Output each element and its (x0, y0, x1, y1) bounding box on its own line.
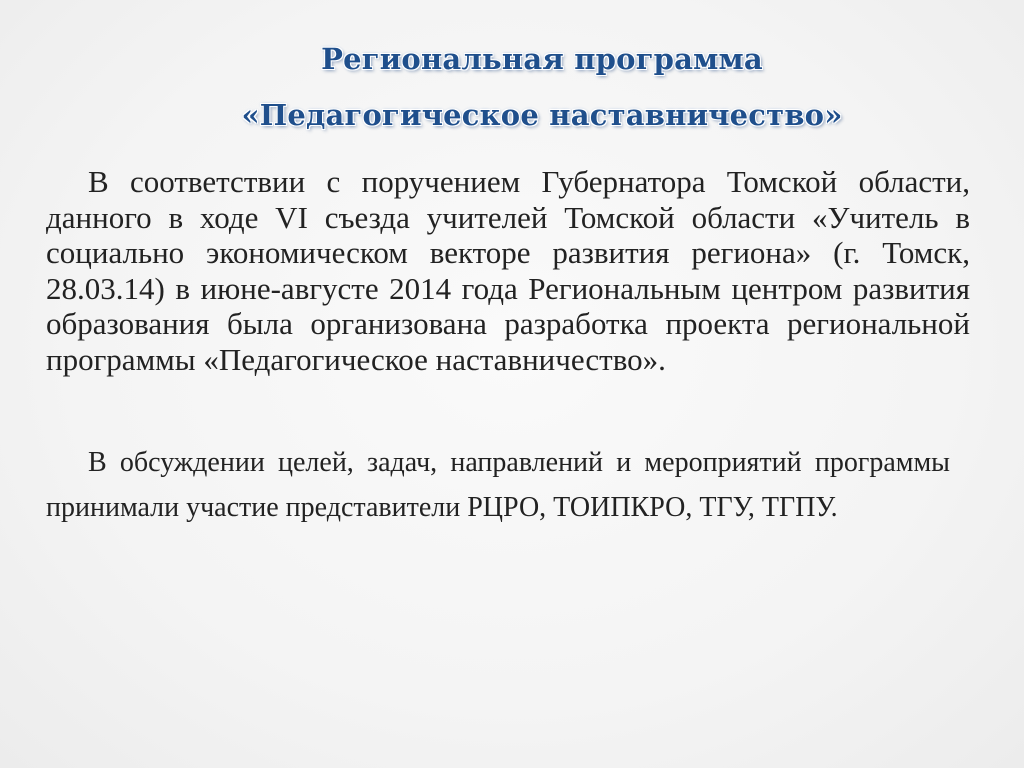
slide-title-line-2: «Педагогическое наставничество» (241, 98, 843, 132)
slide-title-line-1: Региональная программа (321, 42, 763, 76)
body-paragraph-1: В соответствии с поручением Губернатора Томской области, данного в ходе VI съезда учителей Томской области «Учитель в социально экономическом векторе развития региона» (г. Томск, 28.03.14) в июне-августе 2014 года Региональным центром развития образования была организована разработка проекта региональной программы «Педагогическое наставничество». (46, 164, 970, 377)
body-paragraph-2: В обсуждении целей, задач, направлений и мероприятий программы принимали участие представители РЦРО, ТОИПКРО, ТГУ, ТГПУ. (46, 447, 950, 523)
